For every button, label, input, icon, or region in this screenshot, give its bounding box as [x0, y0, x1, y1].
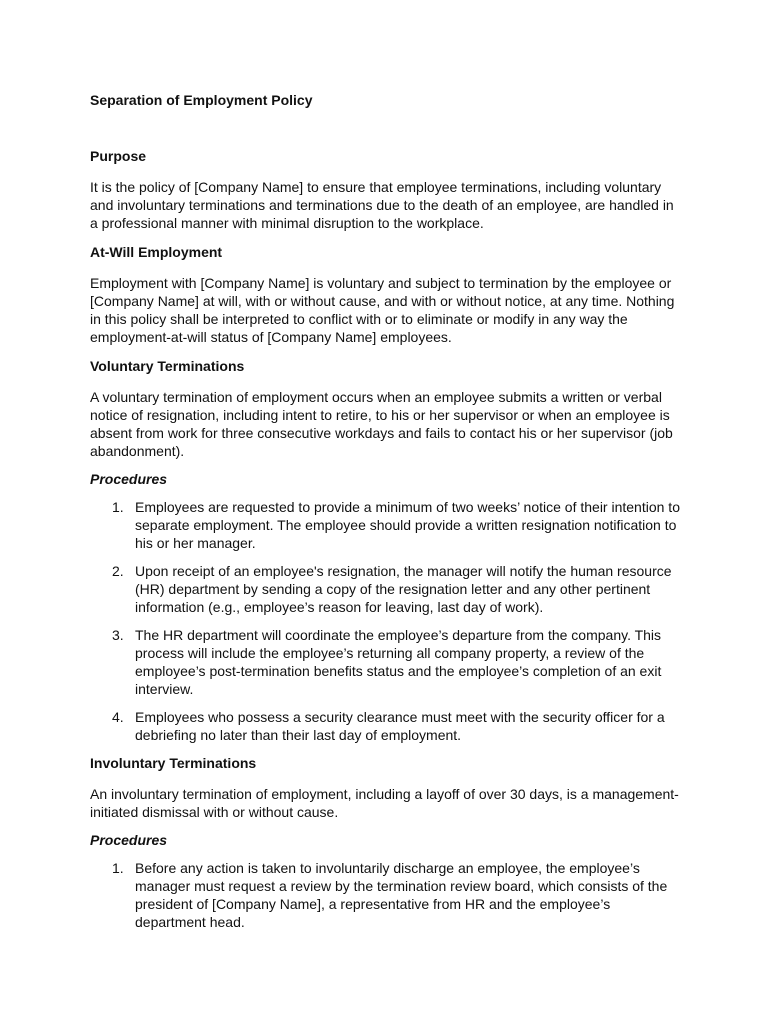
document-title: Separation of Employment Policy	[90, 92, 313, 108]
at-will-heading: At-Will Employment	[90, 244, 223, 260]
list-item-text: Upon receipt of an employee's resignation, the manager will notify the human resource (HR) department by sending a copy of the resignation letter and any other pertinent information (e.g., employee’s reason for leaving, last day of work).	[135, 563, 672, 615]
involuntary-procedures-heading: Procedures	[90, 832, 168, 848]
list-item-number: 4.	[112, 709, 124, 725]
list-item	[90, 626, 684, 698]
purpose-paragraph: It is the policy of [Company Name] to ensure that employee terminations, including voluntary and involuntary terminations and terminations due to the death of an employee, are handled in a professional manner with minimal disruption to the workplace.	[90, 179, 674, 231]
list-item-text: The HR department will coordinate the employee’s departure from the company. This process will include the employee’s returning all company property, a review of the employee’s post-termination benefits status and the employee’s completion of an exit interview.	[135, 627, 662, 697]
purpose-heading: Purpose	[90, 148, 147, 164]
list-item-text: Before any action is taken to involuntarily discharge an employee, the employee’s manager must request a review by the termination review board, which consists of the president of [Company Name], a representative from HR and the employee’s department head.	[135, 860, 668, 930]
list-item	[90, 859, 684, 931]
voluntary-paragraph: A voluntary termination of employment occurs when an employee submits a written or verbal notice of resignation, including intent to retire, to his or her supervisor or when an employee is absent from work for three consecutive workdays and fails to contact his or her supervisor (job abandonment).	[90, 389, 673, 459]
involuntary-heading: Involuntary Terminations	[90, 755, 257, 771]
list-item-text: Employees who possess a security clearance must meet with the security officer for a debriefing no later than their last day of employment.	[135, 709, 665, 743]
list-item	[90, 562, 684, 616]
involuntary-procedures-list	[90, 859, 684, 931]
document-content	[90, 91, 684, 931]
list-item-number: 3.	[112, 627, 124, 643]
list-item	[90, 708, 684, 744]
list-item-number: 1.	[112, 860, 124, 876]
involuntary-paragraph: An involuntary termination of employment, including a layoff of over 30 days, is a management-initiated dismissal with or without cause.	[90, 786, 679, 820]
voluntary-procedures-list	[90, 498, 684, 744]
at-will-paragraph: Employment with [Company Name] is voluntary and subject to termination by the employee or [Company Name] at will, with or without cause, and with or without notice, at any time. Nothing in this policy shall be interpreted to conflict with or to eliminate or modify in any way the employment-at-will status of [Company Name] employees.	[90, 275, 675, 345]
list-item-number: 1.	[112, 499, 124, 515]
list-item	[90, 498, 684, 552]
list-item-number: 2.	[112, 563, 124, 579]
list-item-text: Employees are requested to provide a minimum of two weeks’ notice of their intention to separate employment. The employee should provide a written resignation notification to his or her manager.	[135, 499, 680, 551]
voluntary-heading: Voluntary Terminations	[90, 358, 245, 374]
voluntary-procedures-heading: Procedures	[90, 471, 168, 487]
